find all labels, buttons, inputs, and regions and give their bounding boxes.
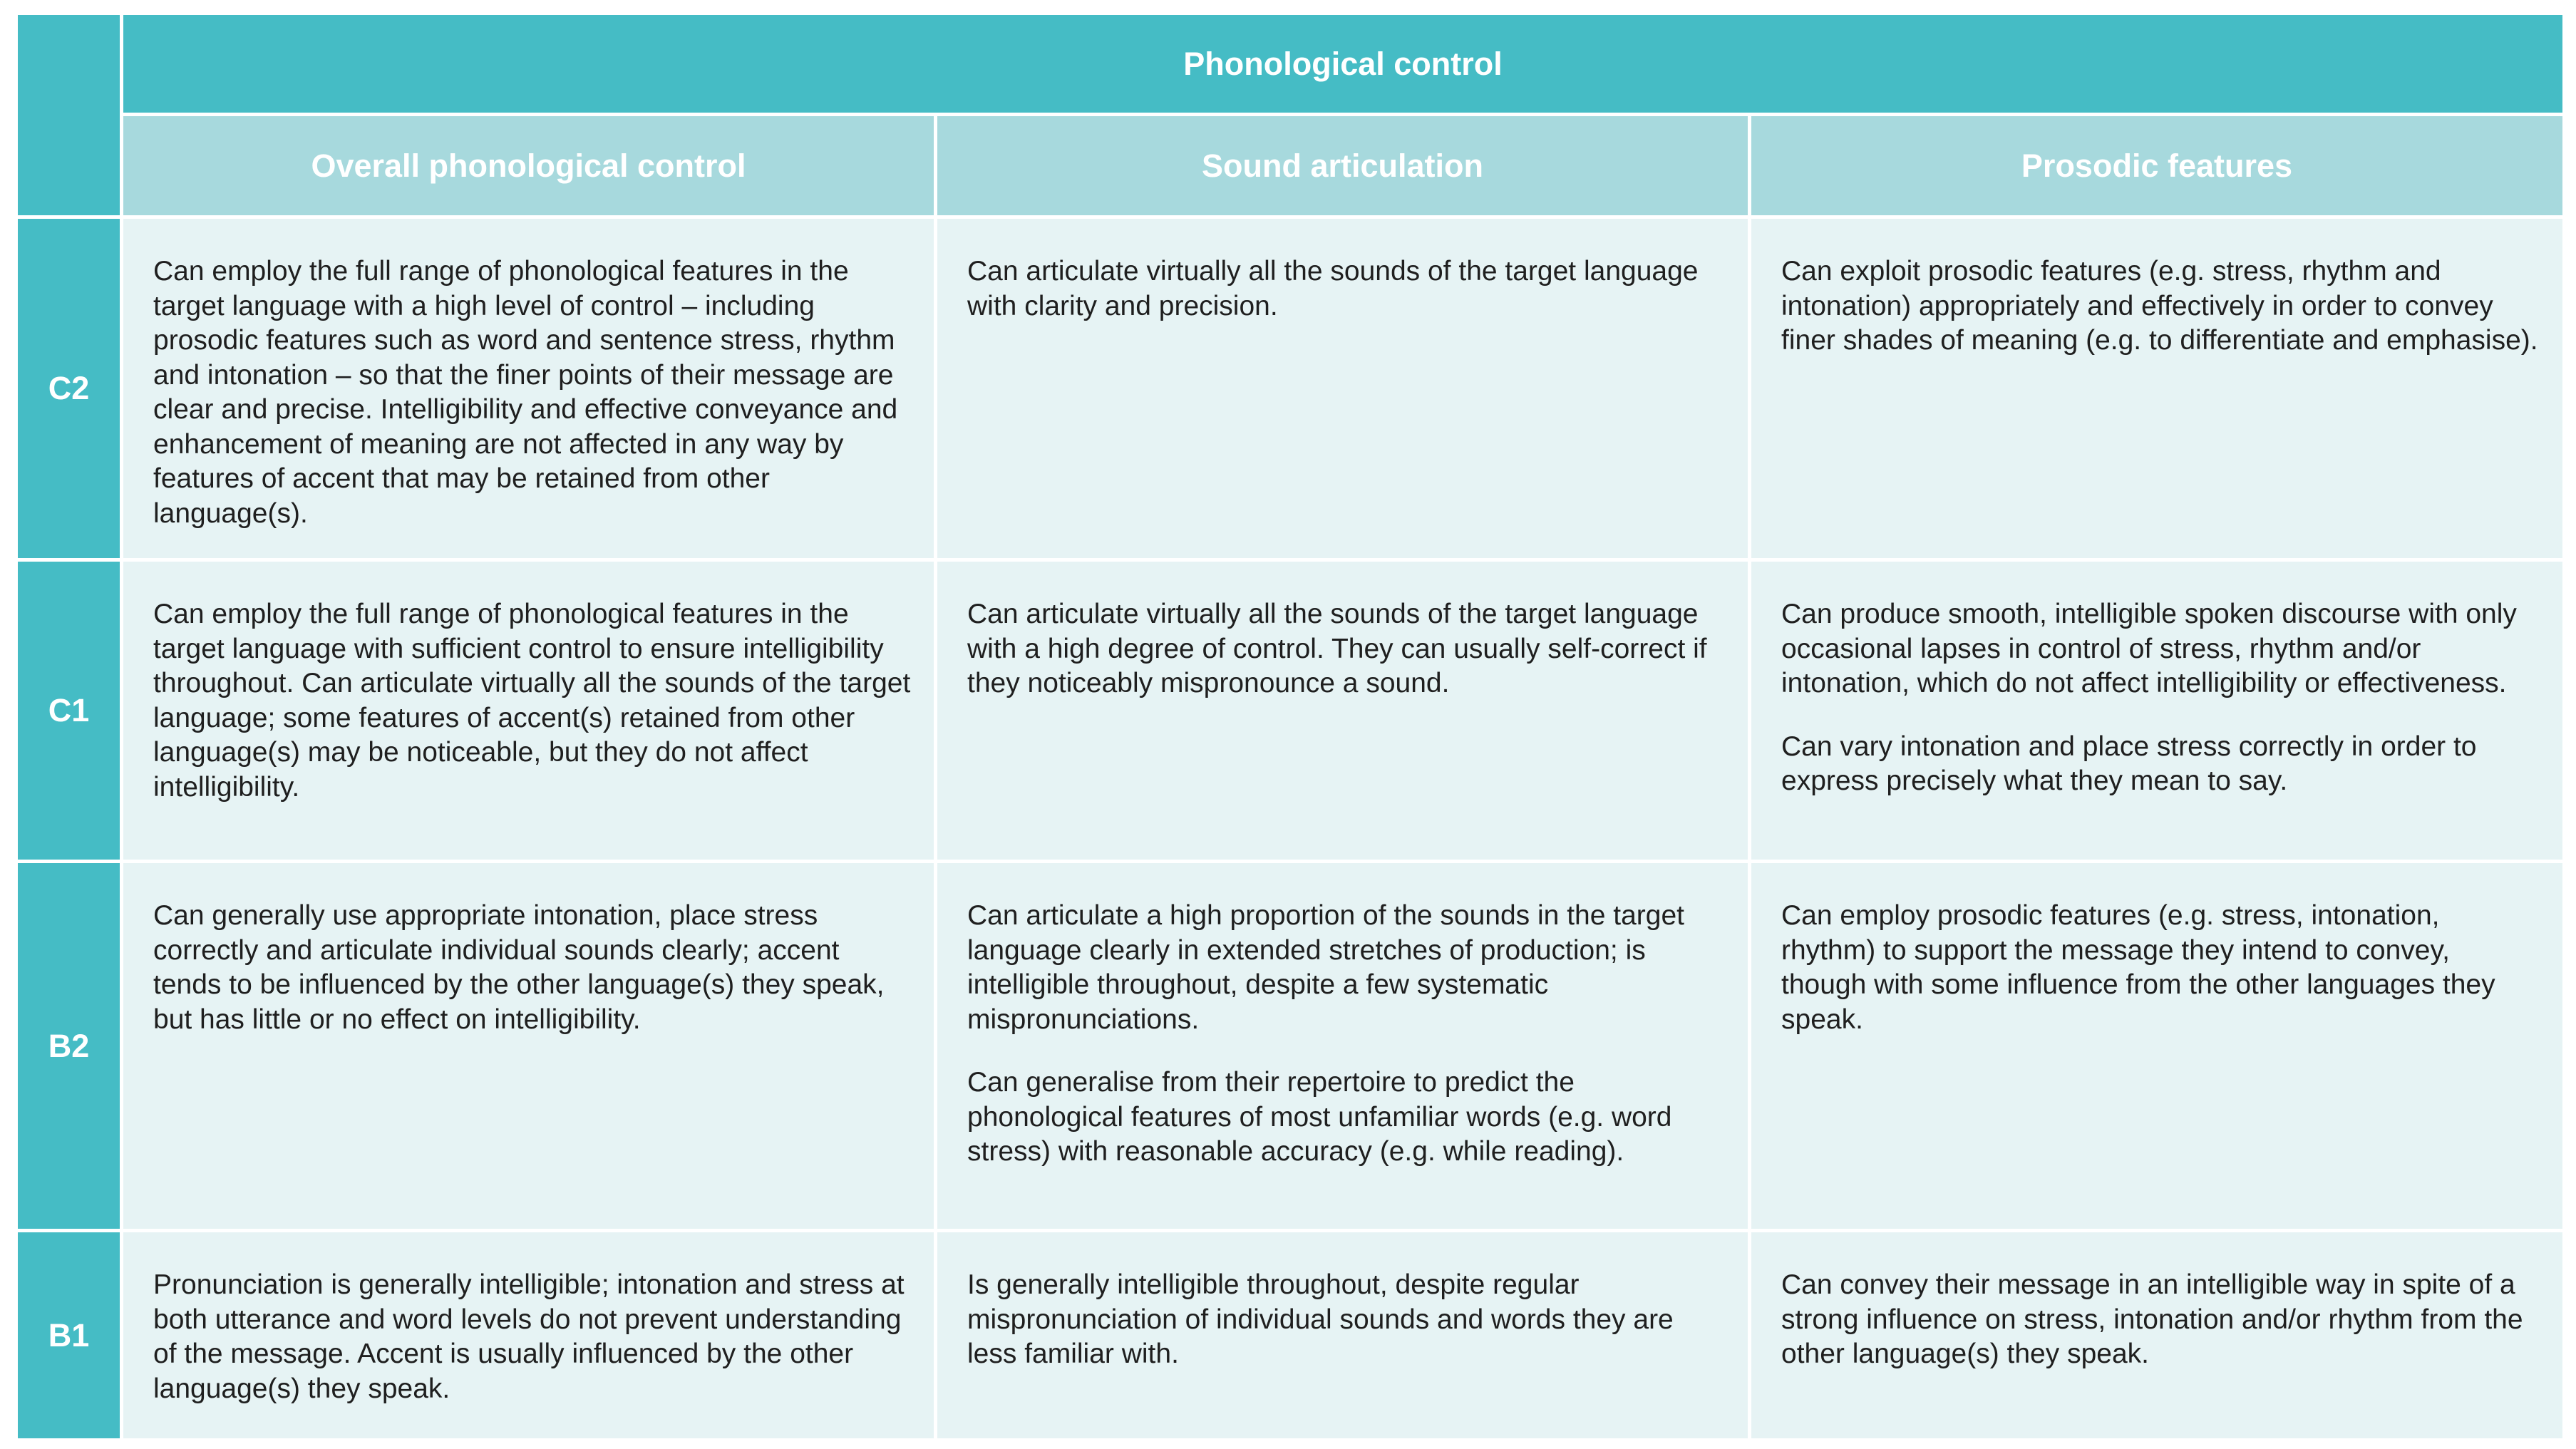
descriptor-prosodic: [1751, 1232, 2562, 1438]
descriptor-text: Can generally use appropriate intonation, place stress correctly and articulate individual sounds clearly; accent tends to be influenced by the other language(s) they speak, but has little or no effect on intelligibility.: [153, 900, 885, 1035]
phonological-control-table: [18, 15, 2562, 1438]
descriptor-sound: [937, 562, 1751, 863]
descriptor-sound: [937, 219, 1751, 562]
level-label: C2: [18, 219, 123, 562]
descriptor-text: Pronunciation is generally intelligible; intonation and stress at both utterance and word levels do not prevent understanding of the message. Accent is usually influenced by the other language(s) they speak.: [153, 1269, 905, 1404]
descriptor-text: Can employ prosodic features (e.g. stress, intonation, rhythm) to support the message they intend to convey, though with some influence from the other languages they speak.: [1781, 900, 2495, 1035]
descriptor-text: Can articulate a high proportion of the sounds in the target language clearly in extended stretches of production; is intelligible throughout, despite a few systematic mispronunciations.: [967, 900, 1684, 1035]
descriptor-sound: [937, 1232, 1751, 1438]
descriptor-text: Can articulate virtually all the sounds of the target language with a high degree of control. They can usually self-correct if they noticeably mispronounce a sound.: [967, 599, 1707, 698]
table-corner: [18, 15, 123, 219]
descriptor-text: Can convey their message in an intelligible way in spite of a strong influence on stress, intonation and/or rhythm from the other language(s) they speak.: [1781, 1269, 2523, 1369]
descriptor-overall: [123, 863, 937, 1232]
descriptor-text: Can vary intonation and place stress correctly in order to express precisely what they mean to say.: [1781, 731, 2477, 796]
descriptor-prosodic: [1751, 219, 2562, 562]
column-header-prosodic: Prosodic features: [1751, 116, 2562, 219]
descriptor-prosodic: [1751, 562, 2562, 863]
descriptor-text: Is generally intelligible throughout, despite regular mispronunciation of individual sounds and words they are less familiar with.: [967, 1269, 1674, 1369]
descriptor-text: Can employ the full range of phonological features in the target language with a high level of control – including prosodic features such as word and sentence stress, rhythm and intonation – so that the finer points of their message are clear and precise. Intelligibility and effective conveyance and enhancement of meaning are not affected in any way by features of accent that may be retained from other language(s).: [153, 256, 898, 529]
descriptor-text: Can generalise from their repertoire to predict the phonological features of most unfamiliar words (e.g. word stress) with reasonable accuracy (e.g. while reading).: [967, 1067, 1672, 1167]
descriptor-text: Can produce smooth, intelligible spoken discourse with only occasional lapses in control of stress, rhythm and/or intonation, which do not affect intelligibility or effectiveness.: [1781, 599, 2517, 698]
descriptor-prosodic: [1751, 863, 2562, 1232]
descriptor-text: Can articulate virtually all the sounds of the target language with clarity and precision.: [967, 256, 1699, 321]
column-header-sound: Sound articulation: [937, 116, 1751, 219]
descriptor-sound: [937, 863, 1751, 1232]
descriptor-overall: [123, 1232, 937, 1438]
descriptor-overall: [123, 219, 937, 562]
descriptor-overall: [123, 562, 937, 863]
level-label: B1: [18, 1232, 123, 1438]
level-label: C1: [18, 562, 123, 863]
descriptor-text: Can employ the full range of phonological features in the target language with sufficient control to ensure intelligibility throughout. Can articulate virtually all the sounds of the target language; some features of accent(s) retained from other language(s) may be noticeable, but they do not affect intelligibility.: [153, 599, 911, 803]
table-title: Phonological control: [123, 15, 2562, 116]
level-label: B2: [18, 863, 123, 1232]
column-header-overall: Overall phonological control: [123, 116, 937, 219]
descriptor-text: Can exploit prosodic features (e.g. stress, rhythm and intonation) appropriately and effectively in order to convey finer shades of meaning (e.g. to differentiate and emphasise).: [1781, 256, 2538, 356]
